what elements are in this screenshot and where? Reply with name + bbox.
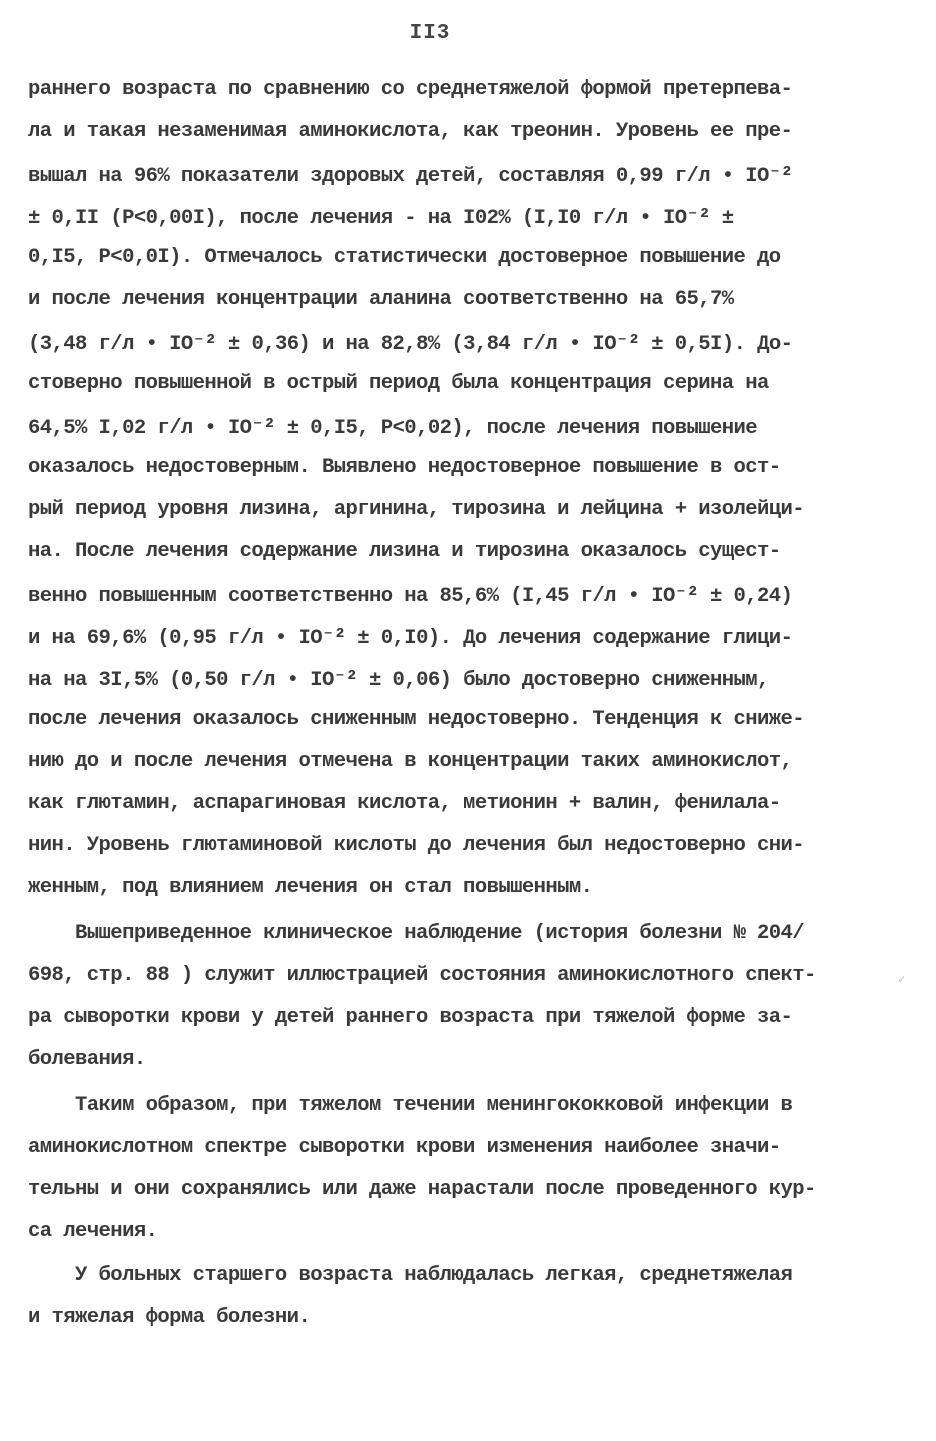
text-line: тельны и они сохранялись или даже нарастали после проведенного кур- (28, 1178, 816, 1201)
page-number: II3 (409, 22, 451, 45)
text-line: ла и такая незаменимая аминокислота, как треонин. Уровень ее пре- (28, 120, 793, 143)
text-line: нин. Уровень глютаминовой кислоты до лечения был недостоверно сни- (28, 834, 805, 857)
text-line: на на 3I,5% (0,50 г/л • IO⁻² ± 0,06) было достоверно сниженным, (28, 669, 769, 692)
margin-check-mark-icon: ✓ (898, 973, 906, 987)
text-line: на. После лечения содержание лизина и тирозина оказалось сущест- (28, 540, 781, 563)
text-line: Таким образом, при тяжелом течении менингококковой инфекции в (28, 1094, 793, 1117)
text-line: и на 69,6% (0,95 г/л • IO⁻² ± 0,I0). До лечения содержание глици- (28, 627, 793, 650)
text-line: (3,48 г/л • IO⁻² ± 0,36) и на 82,8% (3,84 г/л • IO⁻² ± 0,5I). До- (28, 333, 793, 356)
text-line: и тяжелая форма болезни. (28, 1306, 311, 1329)
text-line: венно повышенным соответственно на 85,6% (I,45 г/л • IO⁻² ± 0,24) (28, 585, 793, 608)
text-line: аминокислотном спектре сыворотки крови изменения наиболее значи- (28, 1136, 781, 1159)
text-line: вышал на 96% показатели здоровых детей, составляя 0,99 г/л • IO⁻² (28, 165, 793, 188)
text-line: оказалось недостоверным. Выявлено недостоверное повышение в ост- (28, 456, 781, 479)
text-line: как глютамин, аспарагиновая кислота, метионин + валин, фенилала- (28, 792, 781, 815)
text-line: болевания. (28, 1048, 146, 1071)
text-line: 64,5% I,02 г/л • IO⁻² ± 0,I5, P<0,02), после лечения повышение (28, 417, 758, 440)
text-line: Вышеприведенное клиническое наблюдение (история болезни № 204/ (28, 922, 805, 945)
text-line: стоверно повышенной в острый период была концентрация серина на (28, 372, 769, 395)
text-line: рый период уровня лизина, аргинина, тирозина и лейцина + изолейци- (28, 498, 805, 521)
text-line: У больных старшего возраста наблюдалась легкая, среднетяжелая (28, 1264, 793, 1287)
text-line: ра сыворотки крови у детей раннего возраста при тяжелой форме за- (28, 1006, 793, 1029)
text-line: после лечения оказалось сниженным недостоверно. Тенденция к сниже- (28, 708, 805, 731)
text-line: женным, под влиянием лечения он стал повышенным. (28, 876, 593, 899)
text-line: нию до и после лечения отмечена в концентрации таких аминокислот, (28, 750, 793, 773)
text-line: раннего возраста по сравнению со среднетяжелой формой претерпева- (28, 78, 793, 101)
text-line: 698, стр. 88 ) служит иллюстрацией состояния аминокислотного спект- (28, 964, 816, 987)
text-line: ± 0,II (P<0,00I), после лечения - на I02% (I,I0 г/л • IO⁻² ± (28, 207, 734, 230)
text-line: са лечения. (28, 1220, 158, 1243)
text-line: 0,I5, P<0,0I). Отмечалось статистически достоверное повышение до (28, 246, 781, 269)
text-line: и после лечения концентрации аланина соответственно на 65,7% (28, 288, 734, 311)
